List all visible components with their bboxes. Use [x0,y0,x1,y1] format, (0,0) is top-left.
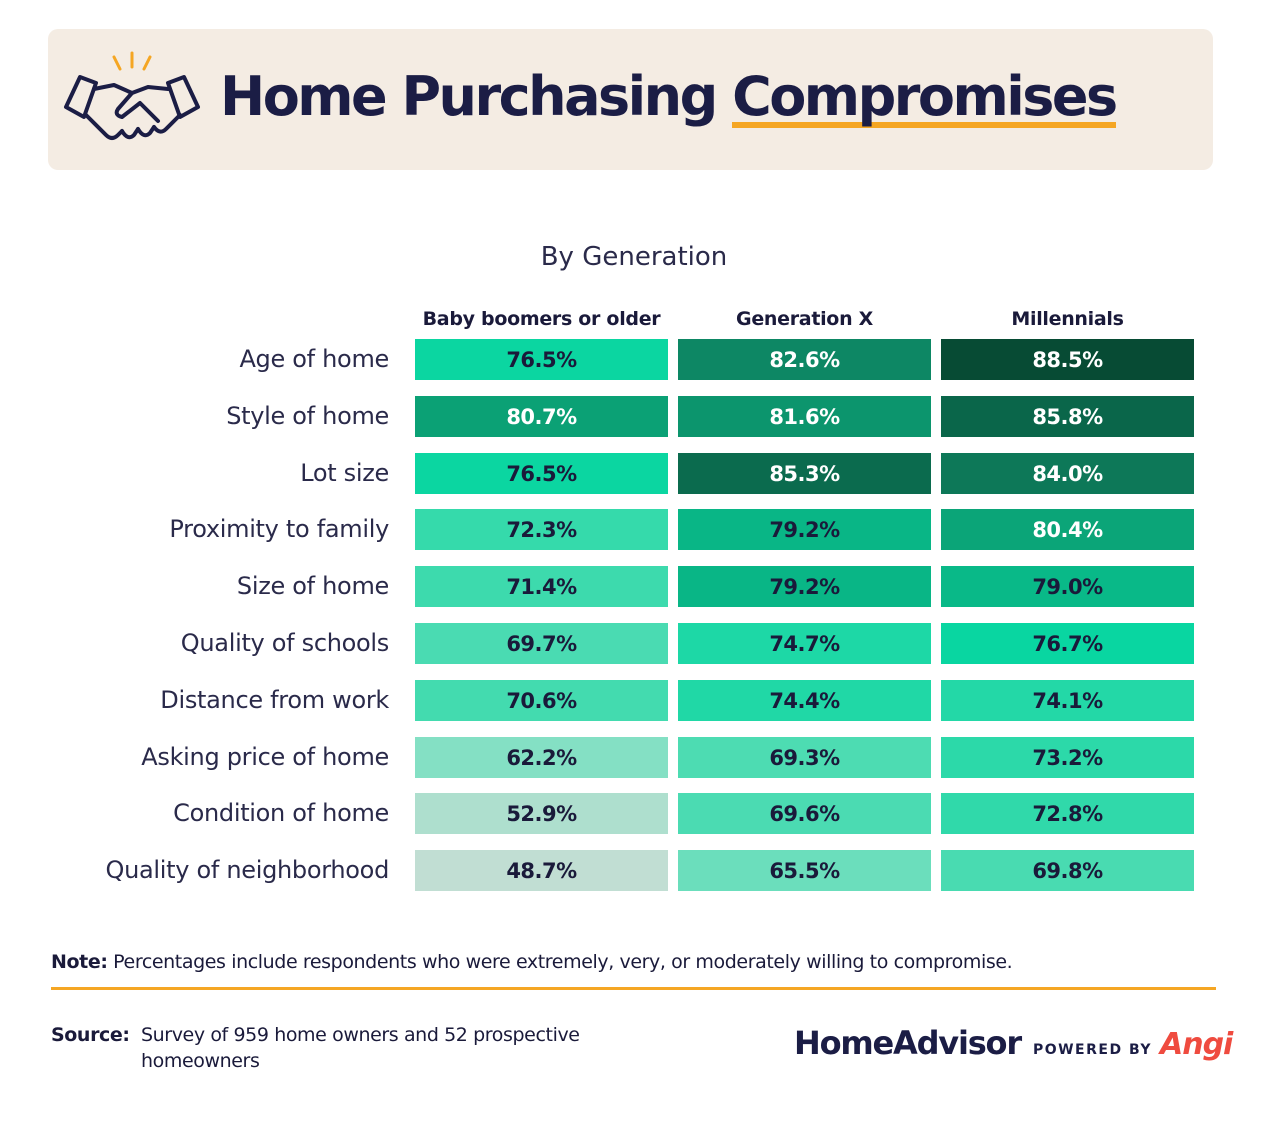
row-label: Age of home [239,345,389,373]
heatmap-cell: 84.0% [941,453,1194,494]
heatmap-cell: 74.4% [678,680,931,721]
heatmap-cell: 81.6% [678,396,931,437]
title-text: Home Purchasing [220,65,733,128]
heatmap-cell: 79.2% [678,566,931,607]
heatmap-cell: 74.7% [678,623,931,664]
partner-logo: Angi [1160,1027,1233,1062]
heatmap-cell: 76.5% [415,453,668,494]
row-label: Lot size [300,459,389,487]
heatmap-cell: 79.0% [941,566,1194,607]
row-label: Proximity to family [169,515,389,543]
heatmap-cell: 80.4% [941,509,1194,550]
row-label: Style of home [226,402,389,430]
title-banner [48,29,1213,170]
handshake-icon [62,49,202,154]
heatmap-cell: 48.7% [415,850,668,891]
heatmap-cell: 69.6% [678,793,931,834]
heatmap-cell: 69.7% [415,623,668,664]
heatmap-cell: 76.5% [415,339,668,380]
row-label: Asking price of home [141,743,389,771]
heatmap-cell: 71.4% [415,566,668,607]
source-text: Survey of 959 home owners and 52 prospective homeowners [141,1024,580,1072]
source-label: Source: [51,1024,130,1046]
brand-logo [794,1024,1232,1062]
title-highlight: Compromises [732,65,1116,128]
heatmap-cell: 70.6% [415,680,668,721]
column-header: Baby boomers or older [422,308,661,330]
column-header: Millennials [1011,308,1124,330]
powered-by: POWERED BY [1032,1042,1152,1058]
heatmap-cell: 74.1% [941,680,1194,721]
note-label: Note: [51,951,108,973]
heatmap-cell: 69.3% [678,737,931,778]
heatmap-cell: 76.7% [941,623,1194,664]
note [51,951,1012,973]
divider [51,987,1216,990]
heatmap-cell: 72.3% [415,509,668,550]
row-label: Size of home [236,572,389,600]
heatmap-cell: 88.5% [941,339,1194,380]
brand-name: HomeAdvisor [794,1024,1021,1062]
heatmap-cell: 79.2% [678,509,931,550]
heatmap-cell: 65.5% [678,850,931,891]
heatmap-cell: 72.8% [941,793,1194,834]
heatmap-cell: 85.8% [941,396,1194,437]
heatmap-cell: 73.2% [941,737,1194,778]
row-label: Quality of schools [180,629,389,657]
heatmap-cell: 85.3% [678,453,931,494]
heatmap-cell: 52.9% [415,793,668,834]
column-header: Generation X [736,308,873,330]
row-label: Quality of neighborhood [105,856,389,884]
row-label: Condition of home [173,799,389,827]
note-text: Percentages include respondents who were extremely, very, or moderately willing to compromise. [107,951,1013,973]
heatmap-cell: 69.8% [941,850,1194,891]
row-label: Distance from work [160,686,389,714]
heatmap-cell: 82.6% [678,339,931,380]
heatmap-cell: 80.7% [415,396,668,437]
chart-subtitle: By Generation [540,242,728,272]
heatmap-cell: 62.2% [415,737,668,778]
chart-title [220,65,1116,128]
